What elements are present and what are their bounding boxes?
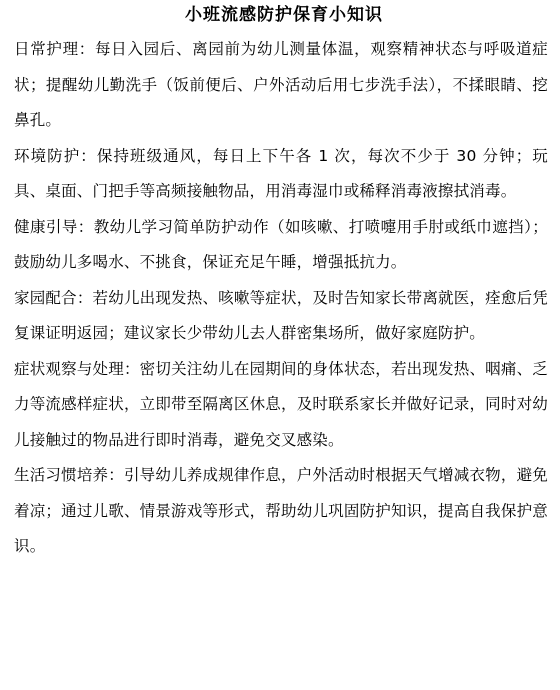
section-environment-protection	[14, 139, 548, 210]
section-text: 每日入园后、离园前为幼儿测量体温，观察精神状态与呼吸道症状；提醒幼儿勤洗手（饭前便后、户外活动后用七步洗手法），不揉眼睛、挖鼻孔。	[14, 40, 548, 129]
section-text: 教幼儿学习简单防护动作（如咳嗽、打喷嚏用手肘或纸巾遮挡）；鼓励幼儿多喝水、不挑食，保证充足午睡，增强抵抗力。	[14, 217, 548, 271]
section-label: 环境防护：	[14, 146, 97, 165]
section-label: 日常护理：	[14, 40, 95, 58]
section-text: 密切关注幼儿在园期间的身体状态，若出现发热、咽痛、乏力等流感样症状，立即带至隔离区休息，及时联系家长并做好记录，同时对幼儿接触过的物品进行即时消毒，避免交叉感染。	[14, 359, 549, 449]
section-label: 生活习惯培养：	[14, 466, 124, 484]
document-title: 小班流感防护保育小知识	[185, 5, 383, 25]
section-home-school-cooperation	[14, 281, 548, 352]
section-daily-care	[14, 32, 548, 139]
section-label: 症状观察与处理：	[14, 359, 140, 378]
section-text: 引导幼儿养成规律作息，户外活动时根据天气增减衣物，避免着凉；通过儿歌、情景游戏等形式，帮助幼儿巩固防护知识，提高自我保护意识。	[14, 466, 549, 555]
section-health-guidance	[14, 210, 548, 281]
section-habit-building	[14, 458, 548, 565]
section-symptom-observation	[14, 352, 548, 459]
section-text: 保持班级通风，每日上下午各 1 次，每次不少于 30 分钟；玩具、桌面、门把手等高频接触物品，用消毒湿巾或稀释消毒液擦拭消毒。	[14, 146, 548, 200]
section-label: 健康引导：	[14, 217, 94, 236]
section-text: 若幼儿出现发热、咳嗽等症状，及时告知家长带离就医，痊愈后凭复课证明返园；建议家长少带幼儿去人群密集场所，做好家庭防护。	[14, 288, 548, 342]
section-label: 家园配合：	[14, 288, 93, 307]
